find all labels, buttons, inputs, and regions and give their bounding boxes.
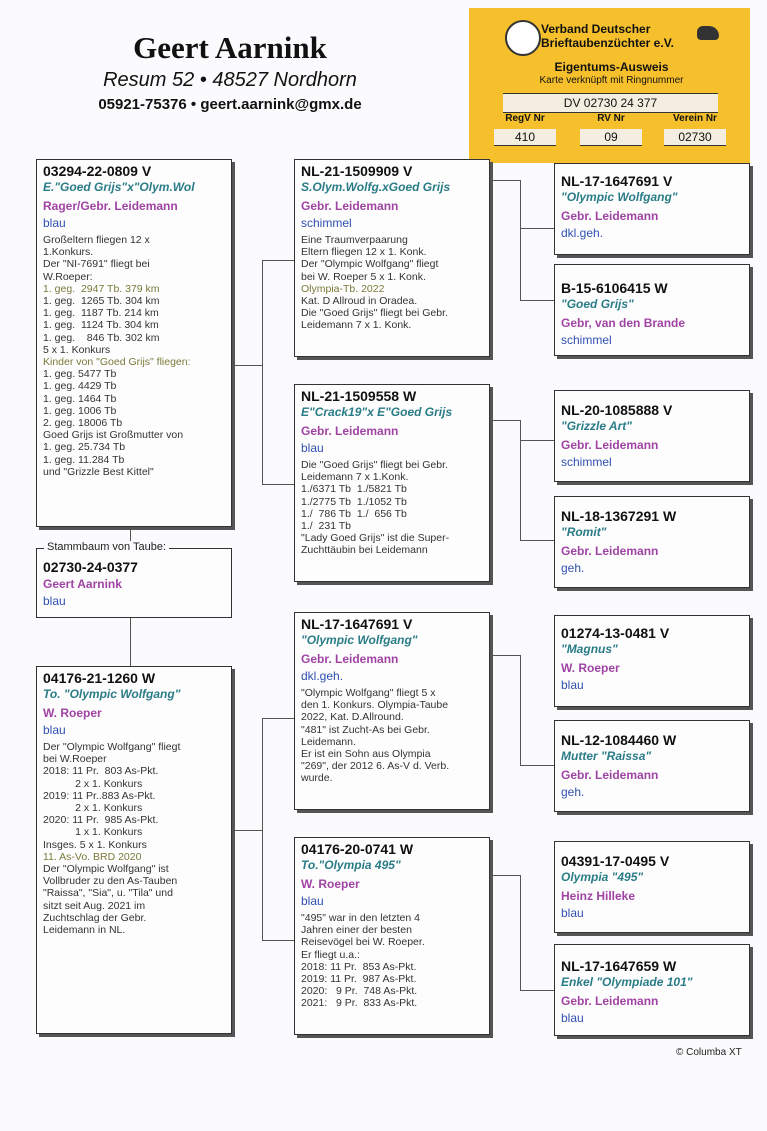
great-grandparent-name: "Goed Grijs" — [561, 297, 634, 311]
connector — [520, 540, 554, 541]
sire-ring: 03294-22-0809 V — [43, 163, 152, 179]
great-grandparent-color: geh. — [561, 561, 585, 575]
sire-name: E."Goed Grijs"x"Olym.Wol — [43, 180, 195, 194]
connector — [262, 260, 263, 484]
card-subtitle: Karte verknüpft mit Ringnummer — [539, 75, 684, 86]
rv-label: RV Nr — [597, 113, 625, 124]
connector — [520, 875, 521, 990]
connector — [130, 618, 131, 666]
subject-ring: 02730-24-0377 — [43, 559, 138, 575]
great-grandparent-breeder: Gebr, van den Brande — [561, 316, 686, 330]
sire-sire-breeder: Gebr. Leidemann — [301, 199, 399, 213]
connector — [262, 718, 263, 940]
great-grandparent-name: Enkel "Olympiade 101" — [561, 975, 693, 989]
connector — [490, 875, 520, 876]
great-grandparent-name: Mutter "Raissa" — [561, 749, 652, 763]
great-grandparent-breeder: Gebr. Leidemann — [561, 438, 659, 452]
great-grandparent-ring: 04391-17-0495 V — [561, 853, 670, 869]
connector — [490, 655, 520, 656]
great-grandparent-ring: NL-17-1647691 V — [561, 173, 673, 189]
sire-sire-box — [294, 159, 490, 357]
ownership-card — [469, 8, 750, 163]
connector — [520, 990, 554, 991]
connector — [520, 300, 554, 301]
subject-breeder: Geert Aarnink — [43, 577, 122, 591]
sire-dam-color: blau — [301, 441, 324, 455]
connector — [262, 484, 294, 485]
great-grandparent-color: blau — [561, 906, 584, 920]
great-grandparent-name: Olympia "495" — [561, 870, 644, 884]
great-grandparent-1-box — [554, 163, 750, 255]
great-grandparent-ring: 01274-13-0481 V — [561, 625, 670, 641]
sire-sire-color: schimmel — [301, 216, 352, 230]
great-grandparent-color: blau — [561, 678, 584, 692]
dam-name: To. "Olympic Wolfgang" — [43, 687, 181, 701]
card-ring-number: DV 02730 24 377 — [503, 93, 718, 113]
great-grandparent-color: dkl.geh. — [561, 226, 604, 240]
dam-sire-name: "Olympic Wolfgang" — [301, 633, 418, 647]
regv-value: 410 — [494, 129, 556, 146]
sire-dam-notes: Die "Goed Grijs" fliegt bei Gebr. Leidemann 7 x 1.Konk. 1./6371 Tb 1./5821 Tb 1./2775 Tb 1./1052 Tb 1./ 786 Tb 1./ 656 Tb 1./ 231 Tb "Lady Goed Grijs" ist die Super- Zuchttäubin bei Leidemann — [301, 459, 450, 557]
great-grandparent-5-box — [554, 615, 750, 707]
great-grandparent-ring: NL-17-1647659 W — [561, 958, 677, 974]
connector — [232, 830, 263, 831]
connector — [520, 655, 521, 765]
breeder-contact: 05921-75376 • geert.aarnink@gmx.de — [98, 96, 362, 113]
dam-dam-notes: "495" war in den letzten 4 Jahren einer der besten Reisevögel bei W. Roeper. Er fliegt u.a.: 2018: 11 Pr. 853 As-Pkt. 2019: 11 Pr. 987 As-Pkt. 2020: 9 Pr. 748 As-Pkt. 2021: 9 Pr. 833 As-Pkt. — [301, 912, 425, 1010]
rv-value: 09 — [580, 129, 642, 146]
great-grandparent-6-box — [554, 720, 750, 812]
software-credit: © Columba XT — [676, 1047, 742, 1058]
dam-breeder: W. Roeper — [43, 706, 102, 720]
great-grandparent-3-box — [554, 390, 750, 482]
great-grandparent-breeder: Gebr. Leidemann — [561, 768, 659, 782]
sire-color: blau — [43, 216, 66, 230]
breeder-name: Geert Aarnink — [133, 30, 327, 65]
great-grandparent-color: schimmel — [561, 333, 612, 347]
card-title: Eigentums-Ausweis — [554, 60, 669, 74]
association-name: Verband Deutscher Brieftaubenzüchter e.V. — [541, 22, 674, 50]
dam-box — [36, 666, 232, 1034]
dam-dam-breeder: W. Roeper — [301, 877, 360, 891]
breeder-address: Resum 52 • 48527 Nordhorn — [103, 69, 357, 91]
sire-sire-notes: Eine Traumverpaarung Eltern fliegen 12 x 1. Konk. Der "Olympic Wolfgang" fliegt bei W. Roeper 5 x 1. Konk. Olympia-Tb. 2022 Kat. D Allroud in Oradea. Die "Goed Grijs" fliegt bei Gebr. Leidemann 7 x 1. Konk. — [301, 234, 448, 332]
dam-notes: Der "Olympic Wolfgang" fliegt bei W.Roeper 2018: 11 Pr. 803 As-Pkt. 2 x 1. Konkurs 2019: 11 Pr..883 As-Pkt. 2 x 1. Konkurs 2020: 11 Pr. 985 As-Pkt. 1 x 1. Konkurs Insges. 5 x 1. Konkurs 11. As-Vo. BRD 2020 Der "Olympic Wolfgang" ist Vollbruder zu den As-Tauben "Raissa", "Sia", u. "Tila" und sitzt seit Aug. 2021 im Zuchtschlag der Gebr. Leidemann in NL. — [43, 741, 181, 937]
great-grandparent-ring: B-15-6106415 W — [561, 280, 668, 296]
great-grandparent-4-box — [554, 496, 750, 588]
connector — [520, 180, 521, 300]
great-grandparent-ring: NL-18-1367291 W — [561, 508, 677, 524]
connector — [520, 228, 554, 229]
dam-dam-ring: 04176-20-0741 W — [301, 841, 414, 857]
great-grandparent-8-box — [554, 944, 750, 1036]
subject-box — [36, 548, 232, 618]
connector — [490, 420, 520, 421]
dam-sire-ring: NL-17-1647691 V — [301, 616, 413, 632]
great-grandparent-color: schimmel — [561, 455, 612, 469]
sire-notes: Großeltern fliegen 12 x 1.Konkurs. Der "NI-7691" fliegt bei W.Roeper: 1. geg. 2947 Tb. 379 km 1. geg. 1265 Tb. 304 km 1. geg. 1187 Tb. 214 km 1. geg. 1124 Tb. 304 km 1. geg. 846 Tb. 302 km 5 x 1. Konkurs Kinder von "Goed Grijs" fliegen: 1. geg. 5477 Tb 1. geg. 4429 Tb 1. geg. 1464 Tb 1. geg. 1006 Tb 2. geg. 18006 Tb Goed Grijs ist Großmutter von 1. geg. 25.734 Tb 1. geg. 11.284 Tb und "Grizzle Best Kittel" — [43, 234, 191, 478]
connector — [262, 718, 294, 719]
dam-ring: 04176-21-1260 W — [43, 670, 156, 686]
great-grandparent-name: "Grizzle Art" — [561, 419, 632, 433]
great-grandparent-7-box — [554, 841, 750, 933]
great-grandparent-breeder: Heinz Hilleke — [561, 889, 636, 903]
connector — [262, 940, 294, 941]
dam-dam-box — [294, 837, 490, 1035]
dam-sire-breeder: Gebr. Leidemann — [301, 652, 399, 666]
sire-dam-name: E"Crack19"x E"Goed Grijs — [301, 405, 453, 419]
sire-sire-ring: NL-21-1509909 V — [301, 163, 413, 179]
great-grandparent-breeder: Gebr. Leidemann — [561, 994, 659, 1008]
sire-dam-ring: NL-21-1509558 W — [301, 388, 417, 404]
verein-value: 02730 — [664, 129, 726, 146]
connector — [490, 180, 520, 181]
sire-box — [36, 159, 232, 527]
great-grandparent-ring: NL-12-1084460 W — [561, 732, 677, 748]
dam-color: blau — [43, 723, 66, 737]
dam-sire-color: dkl.geh. — [301, 669, 344, 683]
great-grandparent-color: geh. — [561, 785, 585, 799]
dam-dam-name: To."Olympia 495" — [301, 858, 401, 872]
dam-sire-box — [294, 612, 490, 810]
sire-sire-name: S.Olym.Wolfg.xGoed Grijs — [301, 180, 451, 194]
verein-label: Verein Nr — [673, 113, 717, 124]
connector — [232, 365, 263, 366]
connector — [262, 260, 294, 261]
great-grandparent-breeder: W. Roeper — [561, 661, 620, 675]
great-grandparent-breeder: Gebr. Leidemann — [561, 209, 659, 223]
great-grandparent-breeder: Gebr. Leidemann — [561, 544, 659, 558]
subject-color: blau — [43, 594, 66, 608]
sire-breeder: Rager/Gebr. Leidemann — [43, 199, 178, 213]
great-grandparent-ring: NL-20-1085888 V — [561, 402, 673, 418]
pigeon-icon — [697, 26, 719, 40]
dam-dam-color: blau — [301, 894, 324, 908]
great-grandparent-name: "Olympic Wolfgang" — [561, 190, 678, 204]
regv-label: RegV Nr — [505, 113, 545, 124]
dam-sire-notes: "Olympic Wolfgang" fliegt 5 x den 1. Konkurs. Olympia-Taube 2022, Kat. D.Allround. "481" ist Zucht-As bei Gebr. Leidemann. Er ist ein Sohn aus Olympia "269", der 2012 6. As-V d. Verb. wurde. — [301, 687, 450, 785]
connector — [520, 440, 554, 441]
association-logo-icon — [505, 20, 541, 56]
great-grandparent-name: "Magnus" — [561, 642, 618, 656]
sire-dam-breeder: Gebr. Leidemann — [301, 424, 399, 438]
great-grandparent-color: blau — [561, 1011, 584, 1025]
great-grandparent-2-box — [554, 264, 750, 356]
connector — [520, 420, 521, 540]
pedigree-label: Stammbaum von Taube: — [44, 541, 169, 553]
sire-dam-box — [294, 384, 490, 582]
connector — [520, 765, 554, 766]
great-grandparent-name: "Romit" — [561, 525, 607, 539]
